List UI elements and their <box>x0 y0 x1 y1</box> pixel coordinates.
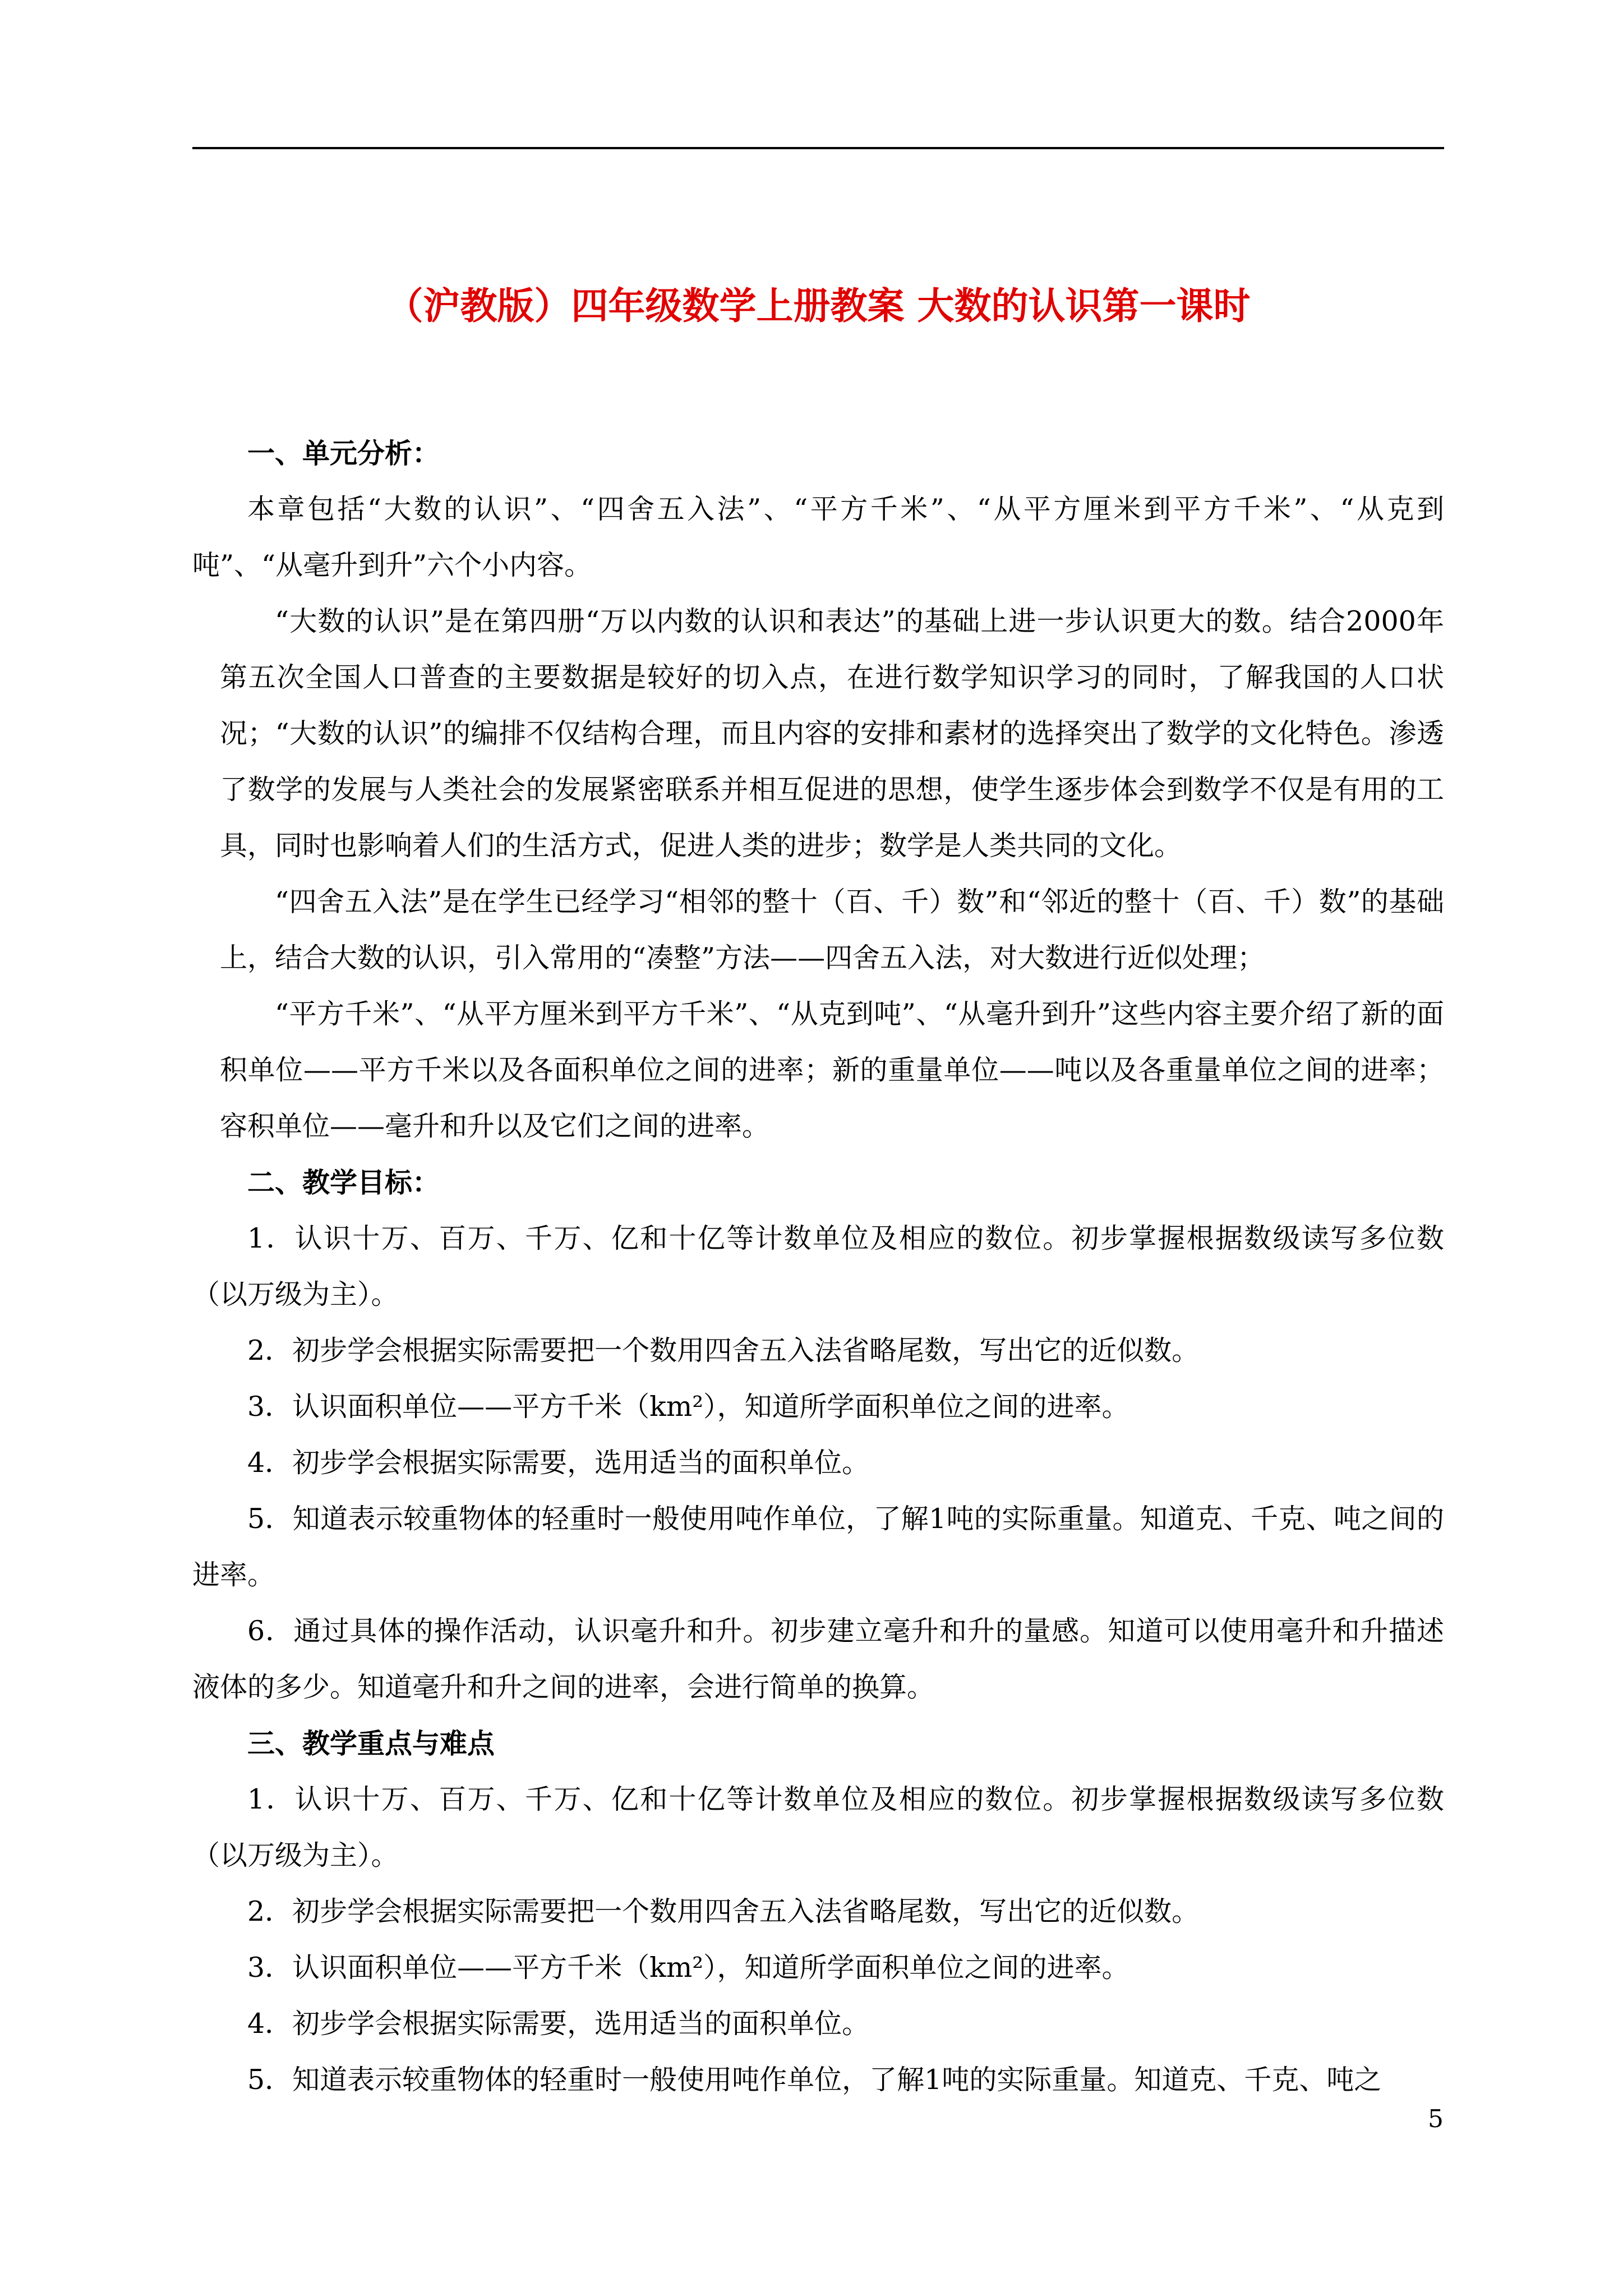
list-item: 5．知道表示较重物体的轻重时一般使用吨作单位，了解1吨的实际重量。知道克、千克、吨之间的进率。 <box>192 1503 1444 1591</box>
list-item: 5．知道表示较重物体的轻重时一般使用吨作单位，了解1吨的实际重量。知道克、千克、吨之 <box>247 2064 1382 2096</box>
paragraph: 本章包括“大数的认识”、“四舍五入法”、“平方千米”、“从平方厘米到平方千米”、“从克到吨”、“从毫升到升”六个小内容。 <box>192 493 1444 581</box>
list-item: 1．认识十万、百万、千万、亿和十亿等计数单位及相应的数位。初步掌握根据数级读写多位数（以万级为主）。 <box>192 1783 1444 1871</box>
list-item: 2．初步学会根据实际需要把一个数用四舍五入法省略尾数，写出它的近似数。 <box>247 1335 1200 1366</box>
header-rule <box>192 147 1444 149</box>
document-body <box>192 425 1444 2108</box>
list-item: 6．通过具体的操作活动，认识毫升和升。初步建立毫升和升的量感。知道可以使用毫升和升描述液体的多少。知道毫升和升之间的进率，会进行简单的换算。 <box>192 1615 1444 1703</box>
list-item: 1．认识十万、百万、千万、亿和十亿等计数单位及相应的数位。初步掌握根据数级读写多位数（以万级为主）。 <box>192 1222 1444 1310</box>
list-item: 3．认识面积单位——平方千米（km²），知道所学面积单位之间的进率。 <box>247 1952 1129 1984</box>
section-heading-teaching-goals: 二、教学目标： <box>247 1166 440 1199</box>
section-heading-key-points: 三、教学重点与难点 <box>247 1727 495 1760</box>
list-item: 4．初步学会根据实际需要，选用适当的面积单位。 <box>247 2008 870 2040</box>
paragraph: “平方千米”、“从平方厘米到平方千米”、“从克到吨”、“从毫升到升”这些内容主要介绍了新的面积单位——平方千米以及各面积单位之间的进率；新的重量单位——吨以及各重量单位之间的进率；容积单位——毫升和升以及它们之间的进率。 <box>220 998 1444 1142</box>
section-heading-unit-analysis: 一、单元分析： <box>247 437 440 470</box>
document-title: （沪教版）四年级数学上册教案 大数的认识第一课时 <box>386 284 1251 328</box>
paragraph: “四舍五入法”是在学生已经学习“相邻的整十（百、千）数”和“邻近的整十（百、千）数”的基础上，结合大数的认识，引入常用的“凑整”方法——四舍五入法，对大数进行近似处理； <box>220 886 1444 974</box>
list-item: 3．认识面积单位——平方千米（km²），知道所学面积单位之间的进率。 <box>247 1391 1129 1423</box>
list-item: 2．初步学会根据实际需要把一个数用四舍五入法省略尾数，写出它的近似数。 <box>247 1895 1200 1927</box>
list-item: 4．初步学会根据实际需要，选用适当的面积单位。 <box>247 1447 870 1479</box>
paragraph: “大数的认识”是在第四册“万以内数的认识和表达”的基础上进一步认识更大的数。结合2000年第五次全国人口普查的主要数据是较好的切入点，在进行数学知识学习的同时，了解我国的人口状况；“大数的认识”的编排不仅结构合理，而且内容的安排和素材的选择突出了数学的文化特色。渗透了数学的发展与人类社会的发展紧密联系并相互促进的思想，使学生逐步体会到数学不仅是有用的工具，同时也影响着人们的生活方式，促进人类的进步；数学是人类共同的文化。 <box>220 605 1444 862</box>
page-number: 5 <box>1428 2105 1444 2133</box>
